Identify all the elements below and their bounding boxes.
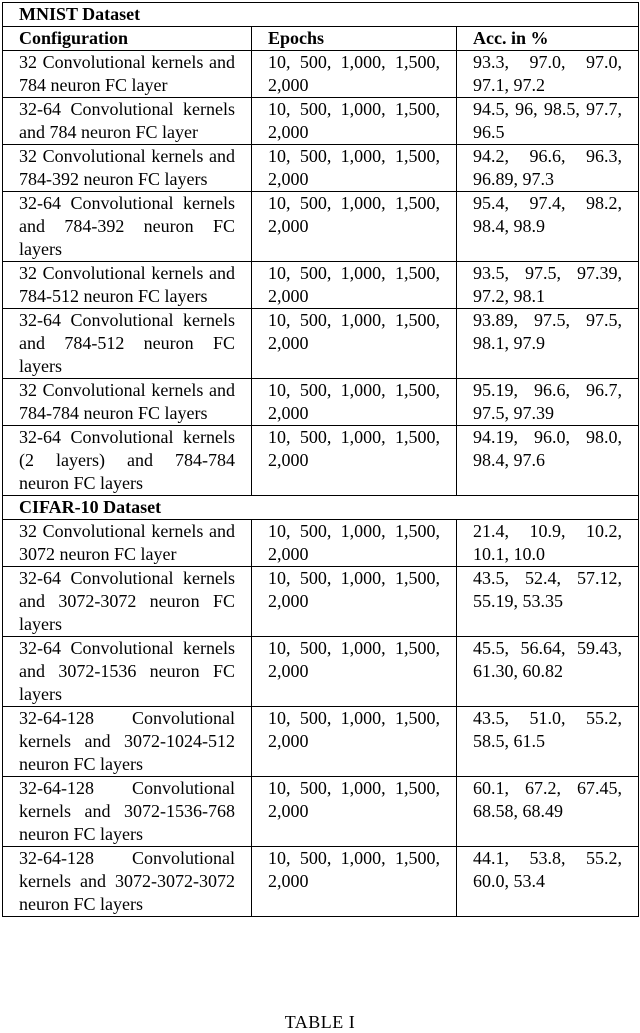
configuration-cell: 32-64 Convolutional kernels and 3072-3072 neuron FC layers (3, 567, 252, 637)
epochs-cell: 10, 500, 1,000, 1,500, 2,000 (252, 262, 457, 309)
epochs-cell: 10, 500, 1,000, 1,500, 2,000 (252, 192, 457, 262)
table-row (3, 379, 639, 426)
results-table (2, 2, 639, 917)
epochs-cell: 10, 500, 1,000, 1,500, 2,000 (252, 567, 457, 637)
table-row (3, 309, 639, 379)
epochs-cell: 10, 500, 1,000, 1,500, 2,000 (252, 847, 457, 917)
configuration-cell: 32 Convolutional kernels and 784-512 neuron FC layers (3, 262, 252, 309)
configuration-cell: 32-64 Convolutional kernels and 3072-1536 neuron FC layers (3, 637, 252, 707)
configuration-cell: 32 Convolutional kernels and 3072 neuron FC layer (3, 520, 252, 567)
section-header-row (3, 3, 639, 27)
configuration-cell: 32-64 Convolutional kernels and 784-512 neuron FC layers (3, 309, 252, 379)
section-title: CIFAR-10 Dataset (3, 496, 639, 520)
epochs-cell: 10, 500, 1,000, 1,500, 2,000 (252, 520, 457, 567)
accuracy-cell: 95.19, 96.6, 96.7, 97.5, 97.39 (457, 379, 639, 426)
accuracy-cell: 93.5, 97.5, 97.39, 97.2, 98.1 (457, 262, 639, 309)
configuration-cell: 32-64 Convolutional kernels (2 layers) and 784-784 neuron FC layers (3, 426, 252, 496)
accuracy-cell: 95.4, 97.4, 98.2, 98.4, 98.9 (457, 192, 639, 262)
column-header-configuration: Configuration (3, 27, 252, 51)
table-body (3, 3, 639, 917)
column-header-accuracy: Acc. in % (457, 27, 639, 51)
table-row (3, 262, 639, 309)
table-row (3, 567, 639, 637)
accuracy-cell: 43.5, 51.0, 55.2, 58.5, 61.5 (457, 707, 639, 777)
accuracy-cell: 43.5, 52.4, 57.12, 55.19, 53.35 (457, 567, 639, 637)
epochs-cell: 10, 500, 1,000, 1,500, 2,000 (252, 426, 457, 496)
column-header-row (3, 27, 639, 51)
table-row (3, 51, 639, 98)
epochs-cell: 10, 500, 1,000, 1,500, 2,000 (252, 98, 457, 145)
section-title: MNIST Dataset (3, 3, 639, 27)
epochs-cell: 10, 500, 1,000, 1,500, 2,000 (252, 637, 457, 707)
epochs-cell: 10, 500, 1,000, 1,500, 2,000 (252, 309, 457, 379)
configuration-cell: 32-64-128 Convolutional kernels and 3072-1024-512 neuron FC layers (3, 707, 252, 777)
column-header-epochs: Epochs (252, 27, 457, 51)
accuracy-cell: 94.2, 96.6, 96.3, 96.89, 97.3 (457, 145, 639, 192)
table-row (3, 777, 639, 847)
table-row (3, 145, 639, 192)
epochs-cell: 10, 500, 1,000, 1,500, 2,000 (252, 777, 457, 847)
accuracy-cell: 93.3, 97.0, 97.0, 97.1, 97.2 (457, 51, 639, 98)
configuration-cell: 32-64-128 Convolutional kernels and 3072-1536-768 neuron FC layers (3, 777, 252, 847)
configuration-cell: 32-64 Convolutional kernels and 784-392 neuron FC layers (3, 192, 252, 262)
accuracy-cell: 94.5, 96, 98.5, 97.7, 96.5 (457, 98, 639, 145)
configuration-cell: 32 Convolutional kernels and 784-392 neuron FC layers (3, 145, 252, 192)
accuracy-cell: 44.1, 53.8, 55.2, 60.0, 53.4 (457, 847, 639, 917)
configuration-cell: 32-64-128 Convolutional kernels and 3072-3072-3072 neuron FC layers (3, 847, 252, 917)
table-caption: TABLE I (284, 1012, 356, 1032)
section-header-row (3, 496, 639, 520)
table-row (3, 426, 639, 496)
configuration-cell: 32 Convolutional kernels and 784 neuron FC layer (3, 51, 252, 98)
epochs-cell: 10, 500, 1,000, 1,500, 2,000 (252, 379, 457, 426)
epochs-cell: 10, 500, 1,000, 1,500, 2,000 (252, 707, 457, 777)
table-row (3, 98, 639, 145)
accuracy-cell: 60.1, 67.2, 67.45, 68.58, 68.49 (457, 777, 639, 847)
table-row (3, 707, 639, 777)
accuracy-cell: 45.5, 56.64, 59.43, 61.30, 60.82 (457, 637, 639, 707)
table-row (3, 847, 639, 917)
configuration-cell: 32-64 Convolutional kernels and 784 neuron FC layer (3, 98, 252, 145)
epochs-cell: 10, 500, 1,000, 1,500, 2,000 (252, 145, 457, 192)
table-row (3, 192, 639, 262)
configuration-cell: 32 Convolutional kernels and 784-784 neuron FC layers (3, 379, 252, 426)
epochs-cell: 10, 500, 1,000, 1,500, 2,000 (252, 51, 457, 98)
table-row (3, 520, 639, 567)
accuracy-cell: 21.4, 10.9, 10.2, 10.1, 10.0 (457, 520, 639, 567)
accuracy-cell: 94.19, 96.0, 98.0, 98.4, 97.6 (457, 426, 639, 496)
accuracy-cell: 93.89, 97.5, 97.5, 98.1, 97.9 (457, 309, 639, 379)
table-row (3, 637, 639, 707)
